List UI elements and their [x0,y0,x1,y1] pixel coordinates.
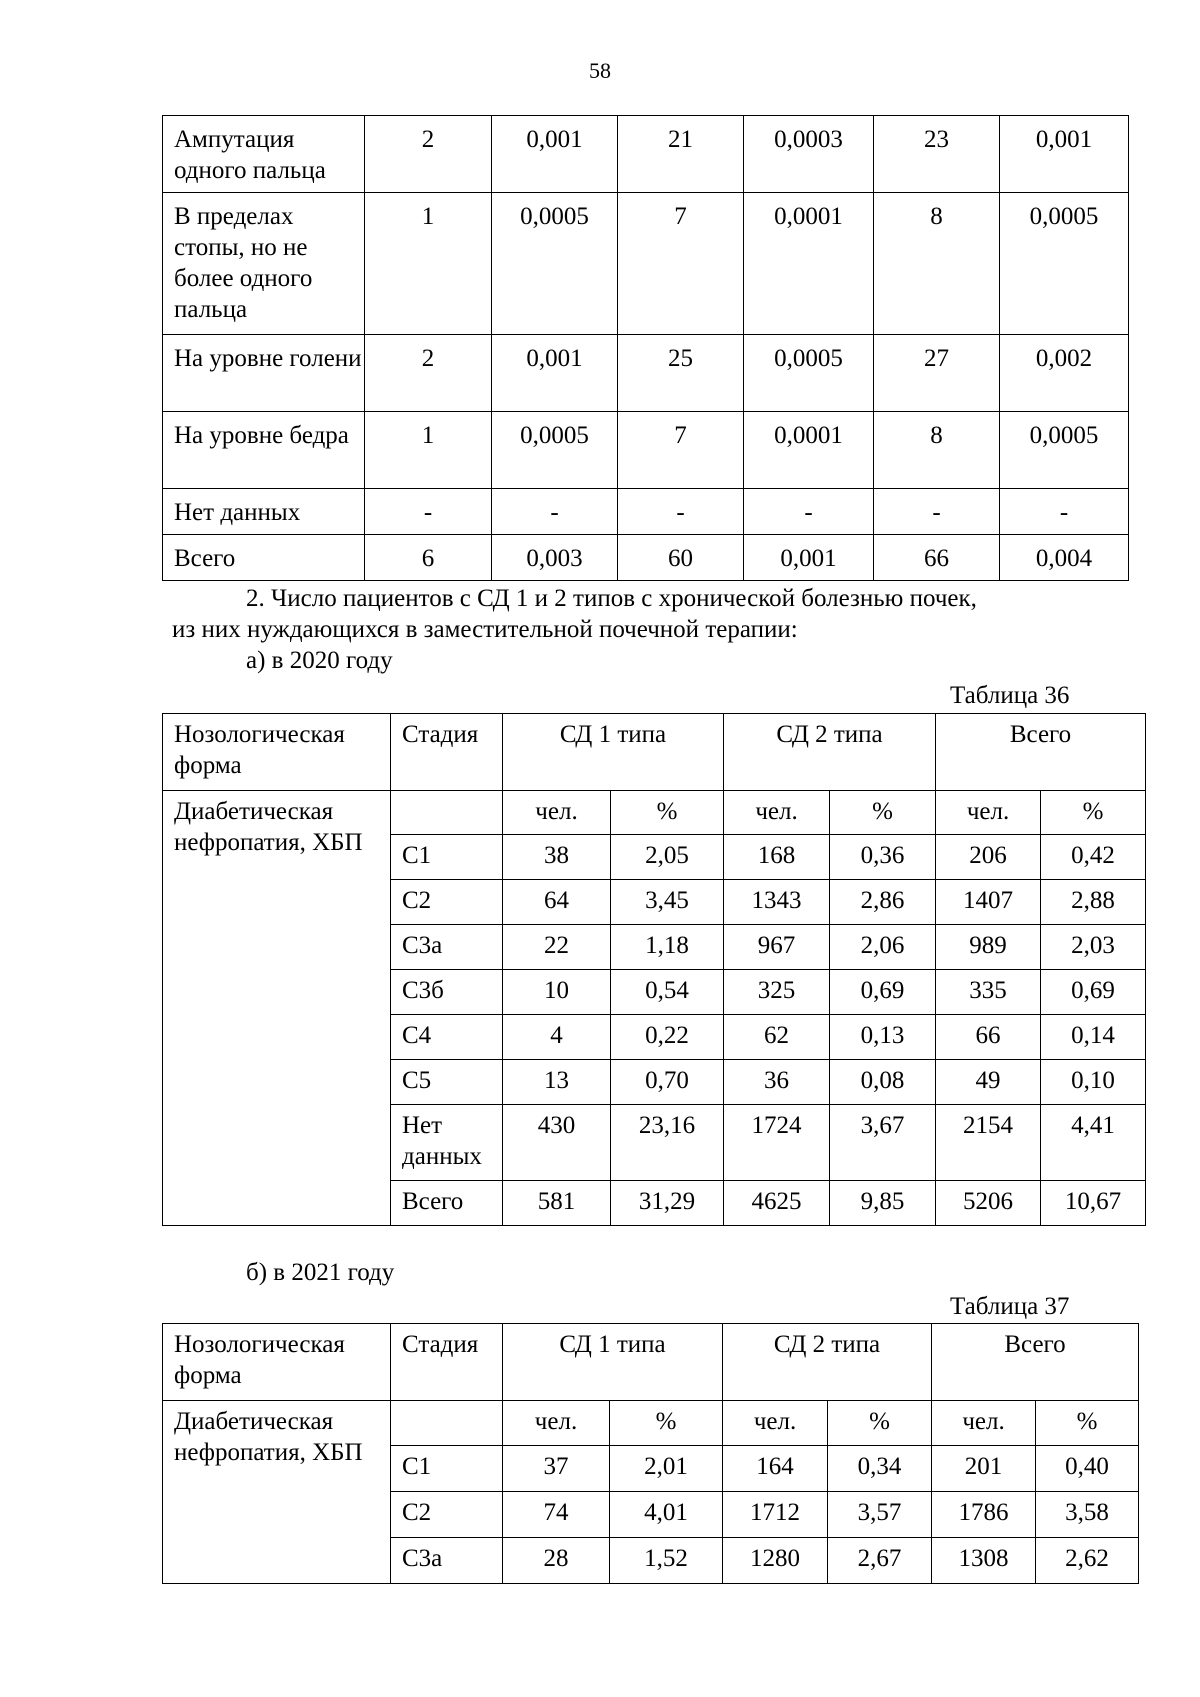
table-36-caption: Таблица 36 [950,682,1070,709]
cell: 74 [503,1492,610,1538]
header-total: Всего [936,714,1146,791]
cell: 2,01 [610,1446,723,1492]
cell: 7 [618,193,744,335]
subheading-2020: а) в 2020 году [246,647,393,674]
cell: 1 [365,412,492,489]
cell: 0,0001 [744,412,874,489]
header-sd2: СД 2 типа [723,1324,932,1401]
cell: 2,62 [1036,1538,1139,1584]
cell: 66 [936,1015,1041,1060]
cell: 2,06 [830,925,936,970]
header-sd1: СД 1 типа [503,1324,723,1401]
cell: 2 [365,335,492,412]
subheader-row [163,1401,1139,1446]
table-row [163,489,1129,535]
header-form: Нозологическая форма [163,1324,391,1401]
stage-cell: С3а [391,925,503,970]
cell: 325 [724,970,830,1015]
table-37 [162,1323,1139,1584]
cell: 989 [936,925,1041,970]
stage-cell: Нет данных [391,1105,503,1181]
paragraph-line: из них нуждающихся в заместительной почечной терапии: [172,616,798,643]
cell: 1786 [932,1492,1036,1538]
cell: 2 [365,116,492,193]
header-stage: Стадия [391,1324,503,1401]
cell: 1712 [723,1492,828,1538]
subheader-percent: % [610,1401,723,1446]
cell: 23 [874,116,1000,193]
paragraph-line: 2. Число пациентов с СД 1 и 2 типов с хронической болезнью почек, [246,585,977,612]
cell: 0,14 [1041,1015,1146,1060]
cell: 0,10 [1041,1060,1146,1105]
cell: 49 [936,1060,1041,1105]
subheader-people: чел. [724,791,830,835]
cell: 2,03 [1041,925,1146,970]
header-row [163,714,1146,791]
subheader-row [163,791,1146,835]
cell: - [365,489,492,535]
table-37-caption: Таблица 37 [950,1293,1070,1320]
form-name: Диабетическая нефропатия, ХБП [163,791,391,1226]
cell: 0,0005 [492,193,618,335]
cell: 164 [723,1446,828,1492]
cell: 2,05 [611,835,724,880]
cell: 25 [618,335,744,412]
cell: 1724 [724,1105,830,1181]
cell: - [744,489,874,535]
cell: 66 [874,535,1000,581]
subheader-people: чел. [932,1401,1036,1446]
cell: 36 [724,1060,830,1105]
cell: 62 [724,1015,830,1060]
header-sd2: СД 2 типа [724,714,936,791]
subheading-2021: б) в 2021 году [246,1259,395,1286]
cell: 0,0003 [744,116,874,193]
cell: 0,13 [830,1015,936,1060]
cell: 6 [365,535,492,581]
stage-cell: С2 [391,1492,503,1538]
cell: 0,002 [1000,335,1129,412]
cell: 28 [503,1538,610,1584]
cell: 0,0005 [1000,412,1129,489]
stage-cell: С1 [391,835,503,880]
cell: 3,57 [828,1492,932,1538]
cell: 4,41 [1041,1105,1146,1181]
empty-cell [391,1401,503,1446]
row-label: Всего [163,535,365,581]
cell: 0,70 [611,1060,724,1105]
cell: 2,86 [830,880,936,925]
page-number: 58 [589,58,611,83]
cell: - [618,489,744,535]
cell: 0,004 [1000,535,1129,581]
cell: 22 [503,925,611,970]
row-label: На уровне голени [163,335,365,412]
section-2-text [172,583,1132,676]
cell: 1,52 [610,1538,723,1584]
cell: 31,29 [611,1181,724,1226]
cell: 0,69 [830,970,936,1015]
stage-cell: Всего [391,1181,503,1226]
table-row [163,116,1129,193]
cell: 0,54 [611,970,724,1015]
cell: 27 [874,335,1000,412]
cell: 0,36 [830,835,936,880]
cell: 1343 [724,880,830,925]
cell: 8 [874,412,1000,489]
cell: 0,42 [1041,835,1146,880]
table-row [163,412,1129,489]
subheader-people: чел. [723,1401,828,1446]
cell: 0,001 [744,535,874,581]
stage-cell: С3а [391,1538,503,1584]
header-sd1: СД 1 типа [503,714,724,791]
cell: 0,69 [1041,970,1146,1015]
cell: 4 [503,1015,611,1060]
cell: 335 [936,970,1041,1015]
row-label: Ампутация одного пальца [163,116,365,193]
cell: 1,18 [611,925,724,970]
cell: 10 [503,970,611,1015]
stage-cell: С5 [391,1060,503,1105]
cell: 201 [932,1446,1036,1492]
subheader-percent: % [830,791,936,835]
cell: 2,67 [828,1538,932,1584]
empty-cell [391,791,503,835]
cell: 4,01 [610,1492,723,1538]
header-row [163,1324,1139,1401]
cell: 2154 [936,1105,1041,1181]
cell: 2,88 [1041,880,1146,925]
cell: 430 [503,1105,611,1181]
cell: 3,45 [611,880,724,925]
cell: 3,67 [830,1105,936,1181]
cell: 0,0005 [492,412,618,489]
cell: 0,001 [492,335,618,412]
cell: 10,67 [1041,1181,1146,1226]
cell: 1 [365,193,492,335]
cell: 37 [503,1446,610,1492]
header-stage: Стадия [391,714,503,791]
cell: 21 [618,116,744,193]
stage-cell: С3б [391,970,503,1015]
cell: - [874,489,1000,535]
row-label: В пределах стопы, но не более одного пальца [163,193,365,335]
table-row [163,335,1129,412]
cell: 0,34 [828,1446,932,1492]
cell: 0,0005 [1000,193,1129,335]
cell: 0,001 [492,116,618,193]
cell: - [492,489,618,535]
cell: 0,001 [1000,116,1129,193]
table-row [163,193,1129,335]
subheader-people: чел. [503,1401,610,1446]
cell: 3,58 [1036,1492,1139,1538]
cell: 60 [618,535,744,581]
cell: 4625 [724,1181,830,1226]
subheader-people: чел. [503,791,611,835]
cell: 967 [724,925,830,970]
cell: 5206 [936,1181,1041,1226]
cell: 0,08 [830,1060,936,1105]
stage-cell: С4 [391,1015,503,1060]
cell: 1280 [723,1538,828,1584]
cell: 0,0005 [744,335,874,412]
subheader-percent: % [1036,1401,1139,1446]
subheader-people: чел. [936,791,1041,835]
cell: 168 [724,835,830,880]
cell: 1407 [936,880,1041,925]
cell: 0,22 [611,1015,724,1060]
header-form: Нозологическая форма [163,714,391,791]
cell: 7 [618,412,744,489]
subheader-percent: % [611,791,724,835]
cell: 13 [503,1060,611,1105]
cell: 8 [874,193,1000,335]
cell: 581 [503,1181,611,1226]
table-36 [162,713,1146,1226]
cell: 64 [503,880,611,925]
cell: - [1000,489,1129,535]
table-row [163,535,1129,581]
cell: 38 [503,835,611,880]
stage-cell: С1 [391,1446,503,1492]
stage-cell: С2 [391,880,503,925]
row-label: На уровне бедра [163,412,365,489]
cell: 0,0001 [744,193,874,335]
cell: 206 [936,835,1041,880]
amputation-table [162,115,1129,581]
cell: 1308 [932,1538,1036,1584]
subheader-percent: % [1041,791,1146,835]
cell: 23,16 [611,1105,724,1181]
cell: 0,40 [1036,1446,1139,1492]
cell: 9,85 [830,1181,936,1226]
row-label: Нет данных [163,489,365,535]
subheader-percent: % [828,1401,932,1446]
header-total: Всего [932,1324,1139,1401]
form-name: Диабетическая нефропатия, ХБП [163,1401,391,1584]
cell: 0,003 [492,535,618,581]
